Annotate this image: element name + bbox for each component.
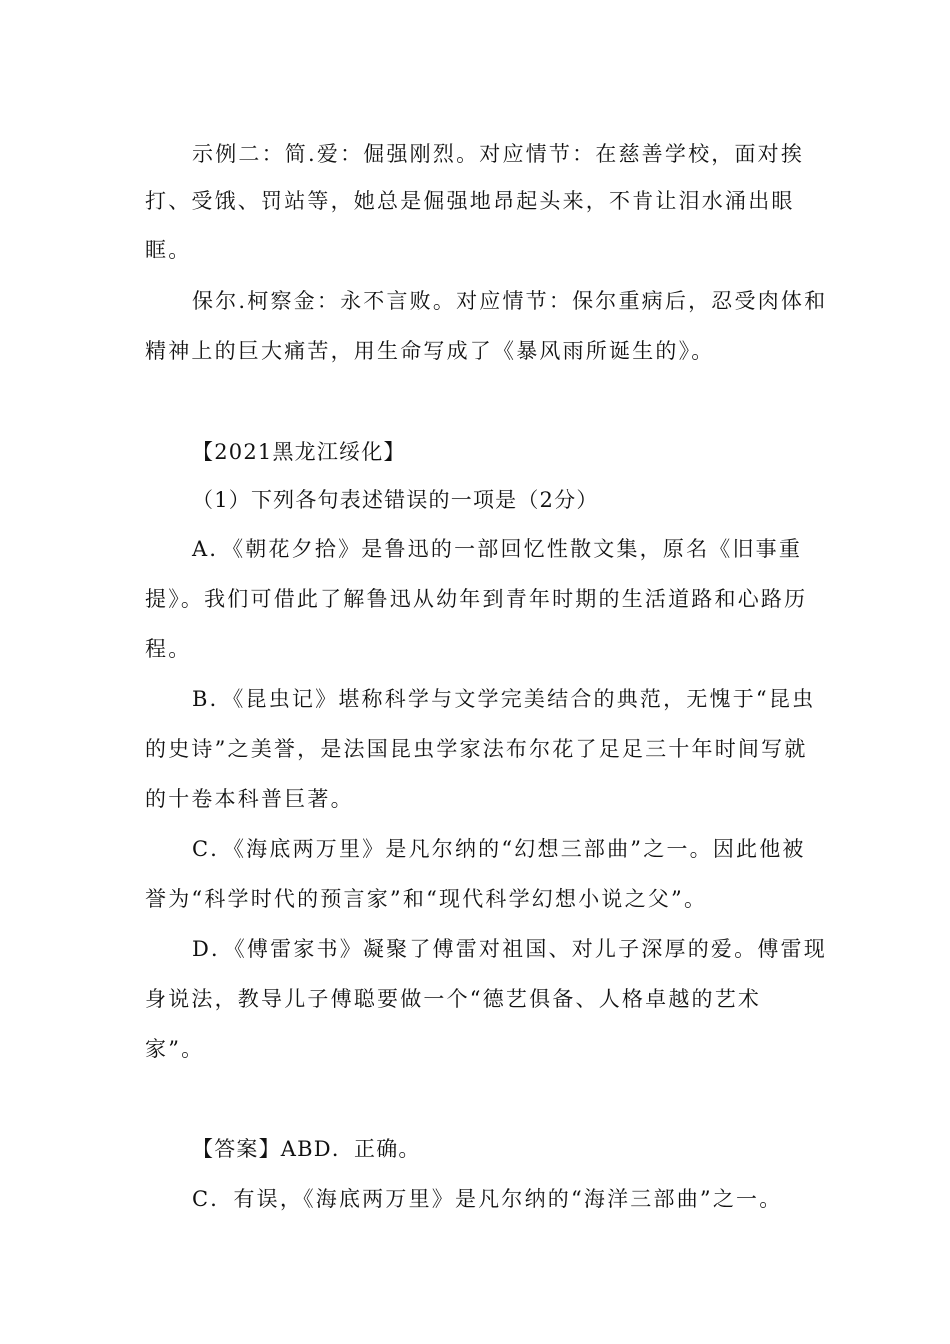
- option-a-line: A．《朝花夕拾》是鲁迅的一部回忆性散文集，原名《旧事重: [192, 537, 803, 561]
- paragraph-line: 保尔.柯察金：永不言败。对应情节：保尔重病后，忍受肉体和: [192, 289, 828, 313]
- option-d-line: 身说法，教导儿子傅聪要做一个“德艺俱备、人格卓越的艺术: [145, 987, 762, 1011]
- question-text: （1）下列各句表述错误的一项是（2分）: [192, 488, 599, 512]
- option-d-line: D．《傅雷家书》凝聚了傅雷对祖国、对儿子深厚的爱。傅雷现: [192, 937, 827, 961]
- paragraph-line: 眶。: [145, 238, 192, 262]
- paragraph-line: 精神上的巨大痛苦，用生命写成了《暴风雨所诞生的》。: [145, 339, 715, 363]
- option-b-line: 的史诗”之美誉，是法国昆虫学家法布尔花了足足三十年时间写就: [145, 737, 808, 761]
- answer-text: 【答案】ABD．正确。: [192, 1137, 421, 1161]
- option-b-line: 的十卷本科普巨著。: [145, 787, 354, 811]
- option-b-line: B．《昆虫记》堪称科学与文学完美结合的典范，无愧于“昆虫: [192, 687, 816, 711]
- paragraph-line: 打、受饿、罚站等，她总是倔强地昂起头来，不肯让泪水涌出眼: [145, 189, 795, 213]
- option-c-line: C．《海底两万里》是凡尔纳的“幻想三部曲”之一。因此他被: [192, 837, 806, 861]
- option-a-line: 程。: [145, 637, 192, 661]
- section-heading: 【2021黑龙江绥化】: [192, 440, 406, 464]
- paragraph-line: 示例二：简.爱：倔强刚烈。对应情节：在慈善学校，面对挨: [192, 142, 805, 166]
- option-c-line: 誉为“科学时代的预言家”和“现代科学幻想小说之父”。: [145, 887, 708, 911]
- option-d-line: 家”。: [145, 1037, 205, 1061]
- explanation-text: C．有误，《海底两万里》是凡尔纳的“海洋三部曲”之一。: [192, 1187, 783, 1211]
- option-a-line: 提》。我们可借此了解鲁迅从幼年到青年时期的生活道路和心路历: [145, 587, 808, 611]
